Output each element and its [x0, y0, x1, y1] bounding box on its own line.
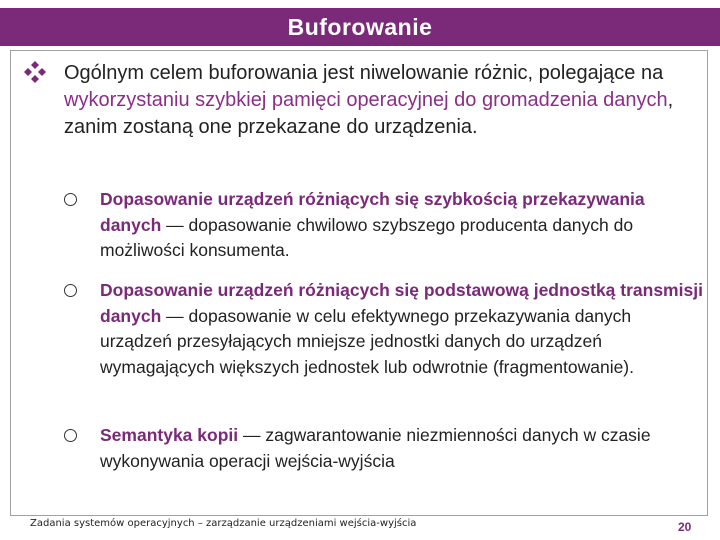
main-point [64, 60, 704, 141]
title-bar [0, 8, 720, 46]
footer-text: Zadania systemów operacyjnych – zarządzanie urządzeniami wejścia-wyjścia [30, 518, 417, 529]
subpoint-rest: — dopasowanie w celu efektywnego przekazywania danych urządzeń przesyłających mniejsze jednostki danych do urządzeń wymagających większych jednostek lub odwrotnie (fragmentowanie). [100, 305, 634, 377]
subpoint-rest: — dopasowanie chwilowo szybszego producenta danych do możliwości konsumenta. [100, 214, 634, 260]
main-point-text-2: , zanim zostaną one przekazane do urządzenia. [64, 89, 674, 138]
subpoint-rest: — zagwarantowanie niezmienności danych w czasie wykonywania operacji wejścia-wyjścia [100, 425, 651, 471]
main-point-highlight: wykorzystaniu szybkiej pamięci operacyjnej do gromadzenia danych [64, 89, 668, 111]
diamond-bullet-icon [22, 59, 48, 85]
subpoint-text [100, 278, 704, 380]
subpoint-term: Semantyka kopii [100, 425, 239, 445]
circle-bullet-icon [64, 284, 77, 297]
subpoint-text [100, 423, 704, 474]
subpoint-text [100, 187, 704, 264]
subpoint-term: Dopasowanie urządzeń różniących się podstawową jednostką transmisji danych [100, 280, 703, 326]
circle-bullet-icon [64, 429, 77, 442]
page-number: 20 [678, 520, 692, 534]
main-point-text-1: Ogólnym celem buforowania jest niwelowanie różnic, polegające na [64, 62, 664, 84]
slide-title: Buforowanie [287, 13, 433, 40]
subpoint-term: Dopasowanie urządzeń różniących się szybkością przekazywania danych [100, 189, 645, 235]
circle-bullet-icon [64, 193, 77, 206]
